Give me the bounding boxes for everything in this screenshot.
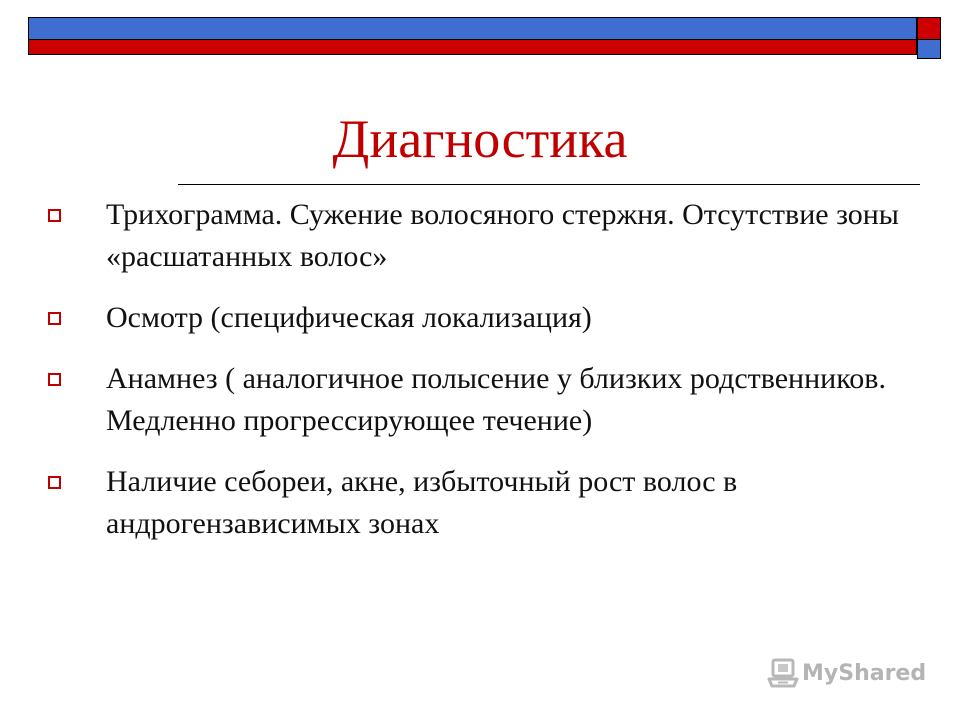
corner-red-square xyxy=(918,18,940,40)
top-decorative-band xyxy=(28,17,917,55)
watermark-text: MyShared xyxy=(802,660,927,686)
bullet-text: Осмотр (специфическая локализация) xyxy=(106,301,592,334)
bullet-text: Трихограмма. Сужение волосяного стержня. Отсутствие зоны «расшатанных волос» xyxy=(106,198,899,273)
title-underline-rule xyxy=(178,184,920,185)
hollow-square-bullet-icon xyxy=(48,373,61,386)
corner-decorative-block xyxy=(917,17,941,59)
corner-blue-square xyxy=(918,40,940,58)
myshared-watermark xyxy=(766,656,926,690)
top-band-blue-stripe xyxy=(29,18,916,40)
bullet-list xyxy=(48,194,908,564)
myshared-logo-icon xyxy=(766,657,800,689)
bullet-text: Наличие себореи, акне, избыточный рост волос в андрогензависимых зонах xyxy=(106,465,738,540)
bullet-item xyxy=(48,358,908,442)
slide-title: Диагностика xyxy=(332,109,628,169)
bullet-item xyxy=(48,461,908,545)
hollow-square-bullet-icon xyxy=(48,476,61,489)
hollow-square-bullet-icon xyxy=(48,312,61,325)
top-band-red-stripe xyxy=(29,40,916,54)
bullet-item xyxy=(48,194,908,278)
hollow-square-bullet-icon xyxy=(48,209,61,222)
bullet-item xyxy=(48,297,908,339)
bullet-text: Анамнез ( аналогичное полысение у близких родственников. Медленно прогрессирующее течение) xyxy=(106,362,886,437)
